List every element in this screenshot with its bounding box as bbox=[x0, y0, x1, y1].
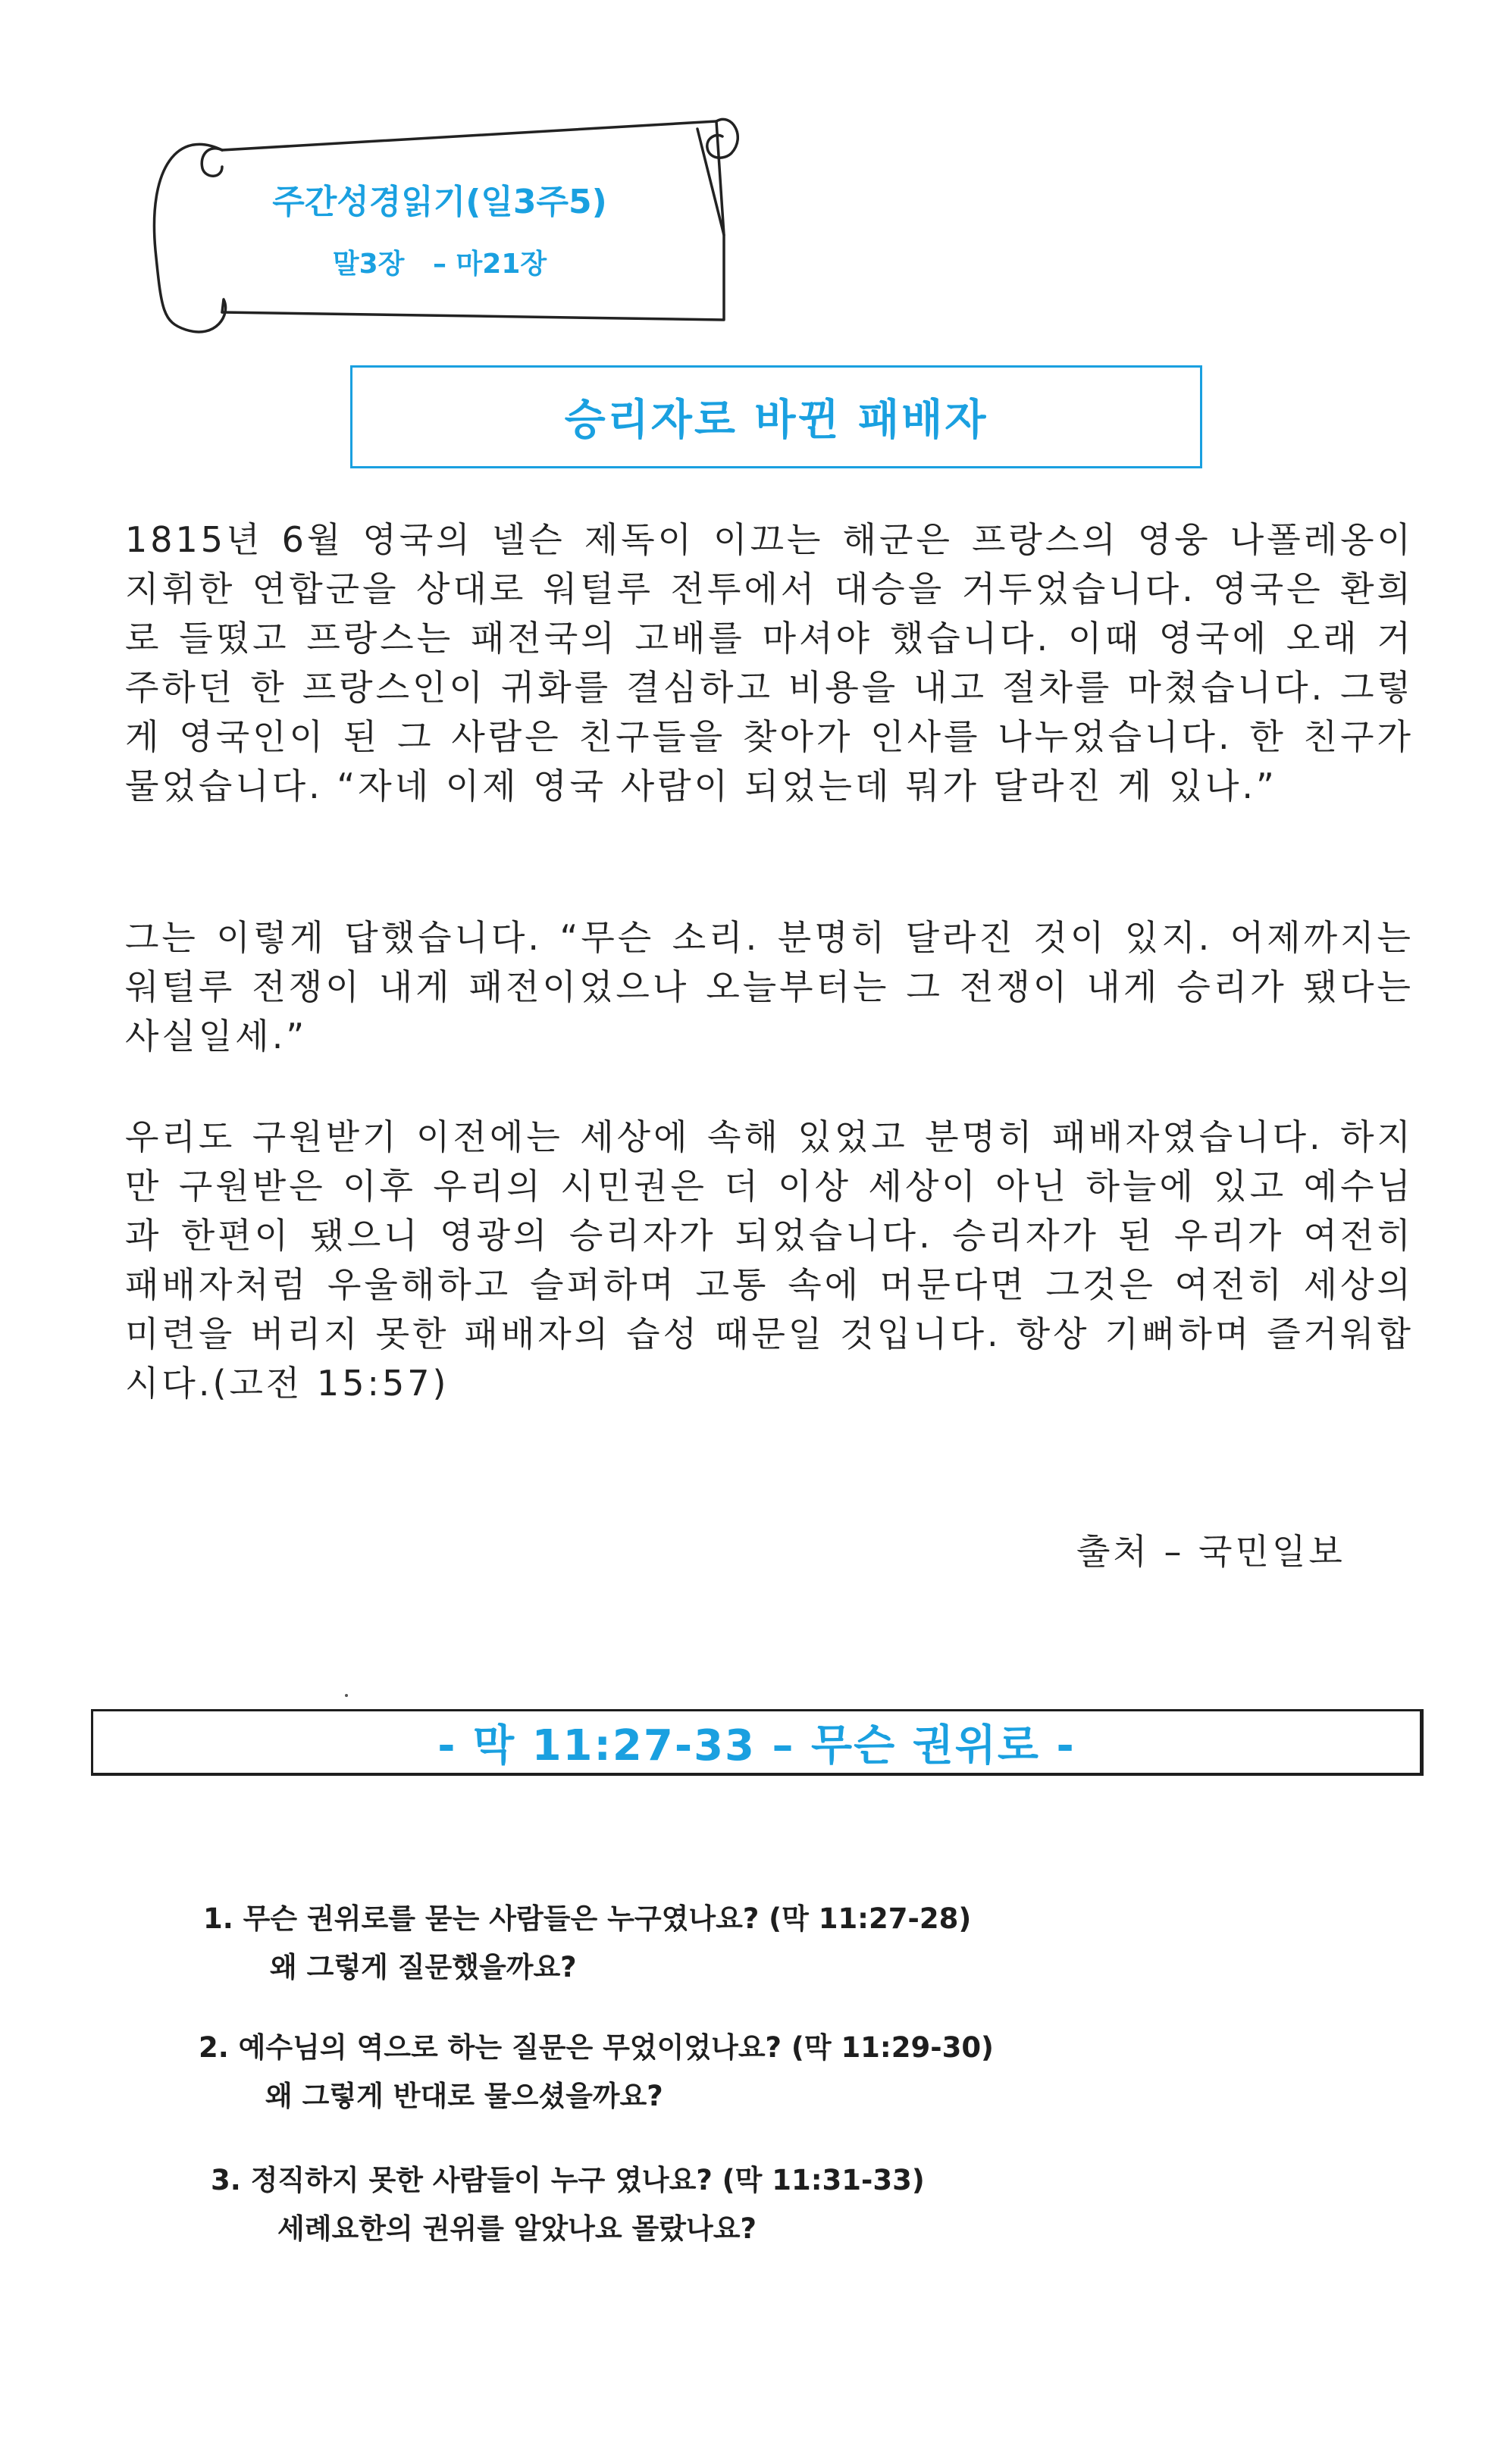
scroll-banner bbox=[133, 114, 739, 341]
article-paragraph-2: 그는 이렇게 답했습니다. “무슨 소리. 분명히 달라진 것이 있지. 어제까지는 워털루 전쟁이 내게 패전이었으나 오늘부터는 그 전쟁이 내게 승리가 됐다는 사실일세.” bbox=[125, 917, 1414, 1057]
question-2-line1: 2. 예수님의 역으로 하는 질문은 무었이었나요? (막 11:29-30) bbox=[199, 2031, 994, 2064]
question-3 bbox=[211, 2156, 925, 2253]
article-paragraph-3: 우리도 구원받기 이전에는 세상에 속해 있었고 분명히 패배자였습니다. 하지만 구원받은 이후 우리의 시민권은 더 이상 세상이 아닌 하늘에 있고 예수님과 한편이 됐으니 영광의 승리자가 되었습니다. 승리자가 된 우리가 여전히 패배자처럼 우울해하고 슬퍼하며 고통 속에 머문다면 그것은 여전히 세상의 미련을 버리지 못한 패배자의 습성 때문일 것입니다. 항상 기뻐하며 즐거워합시다.(고전 15:57) bbox=[125, 1116, 1414, 1404]
article-paragraph-1: 1815년 6월 영국의 넬슨 제독이 이끄는 해군은 프랑스의 영웅 나폴레옹이 지휘한 연합군을 상대로 워털루 전투에서 대승을 거두었습니다. 영국은 환희로 들떴고 프랑스는 패전국의 고배를 마셔야 했습니다. 이때 영국에 오래 거주하던 한 프랑스인이 귀화를 결심하고 비용을 내고 절차를 마쳤습니다. 그렇게 영국인이 된 그 사람은 친구들을 찾아가 인사를 나누었습니다. 한 친구가 물었습니다. “자네 이제 영국 사람이 되었는데 뭐가 달라진 게 있나.” bbox=[125, 519, 1414, 806]
stray-dot bbox=[345, 1694, 348, 1697]
question-1-line2: 왜 그렇게 질문했을까요? bbox=[270, 1951, 577, 1983]
question-2-line2: 왜 그렇게 반대로 물으셨을까요? bbox=[265, 2080, 663, 2112]
section-title-box bbox=[91, 1709, 1424, 1776]
article-title-box bbox=[350, 365, 1202, 468]
question-3-line1: 3. 정직하지 못한 사람들이 누구 였나요? (막 11:31-33) bbox=[211, 2164, 925, 2196]
question-3-line2: 세례요한의 권위를 알았나요 몰랐나요? bbox=[277, 2212, 757, 2245]
weekly-reading-title: 주간성경읽기(일3주5) bbox=[272, 183, 607, 221]
section-title: - 막 11:27-33 – 무슨 권위로 - bbox=[437, 1720, 1076, 1771]
question-1 bbox=[203, 1895, 971, 1992]
question-1-line1: 1. 무슨 권위로를 묻는 사람들은 누구였나요? (막 11:27-28) bbox=[203, 1902, 972, 1935]
question-2 bbox=[199, 2024, 994, 2121]
weekly-reading-range: 말3장 – 마21장 bbox=[332, 249, 547, 280]
article-title: 승리자로 바뀐 패배자 bbox=[564, 396, 988, 445]
scroll-banner-icon bbox=[133, 114, 739, 341]
article-source: 출처 – 국민일보 bbox=[1076, 1531, 1346, 1572]
